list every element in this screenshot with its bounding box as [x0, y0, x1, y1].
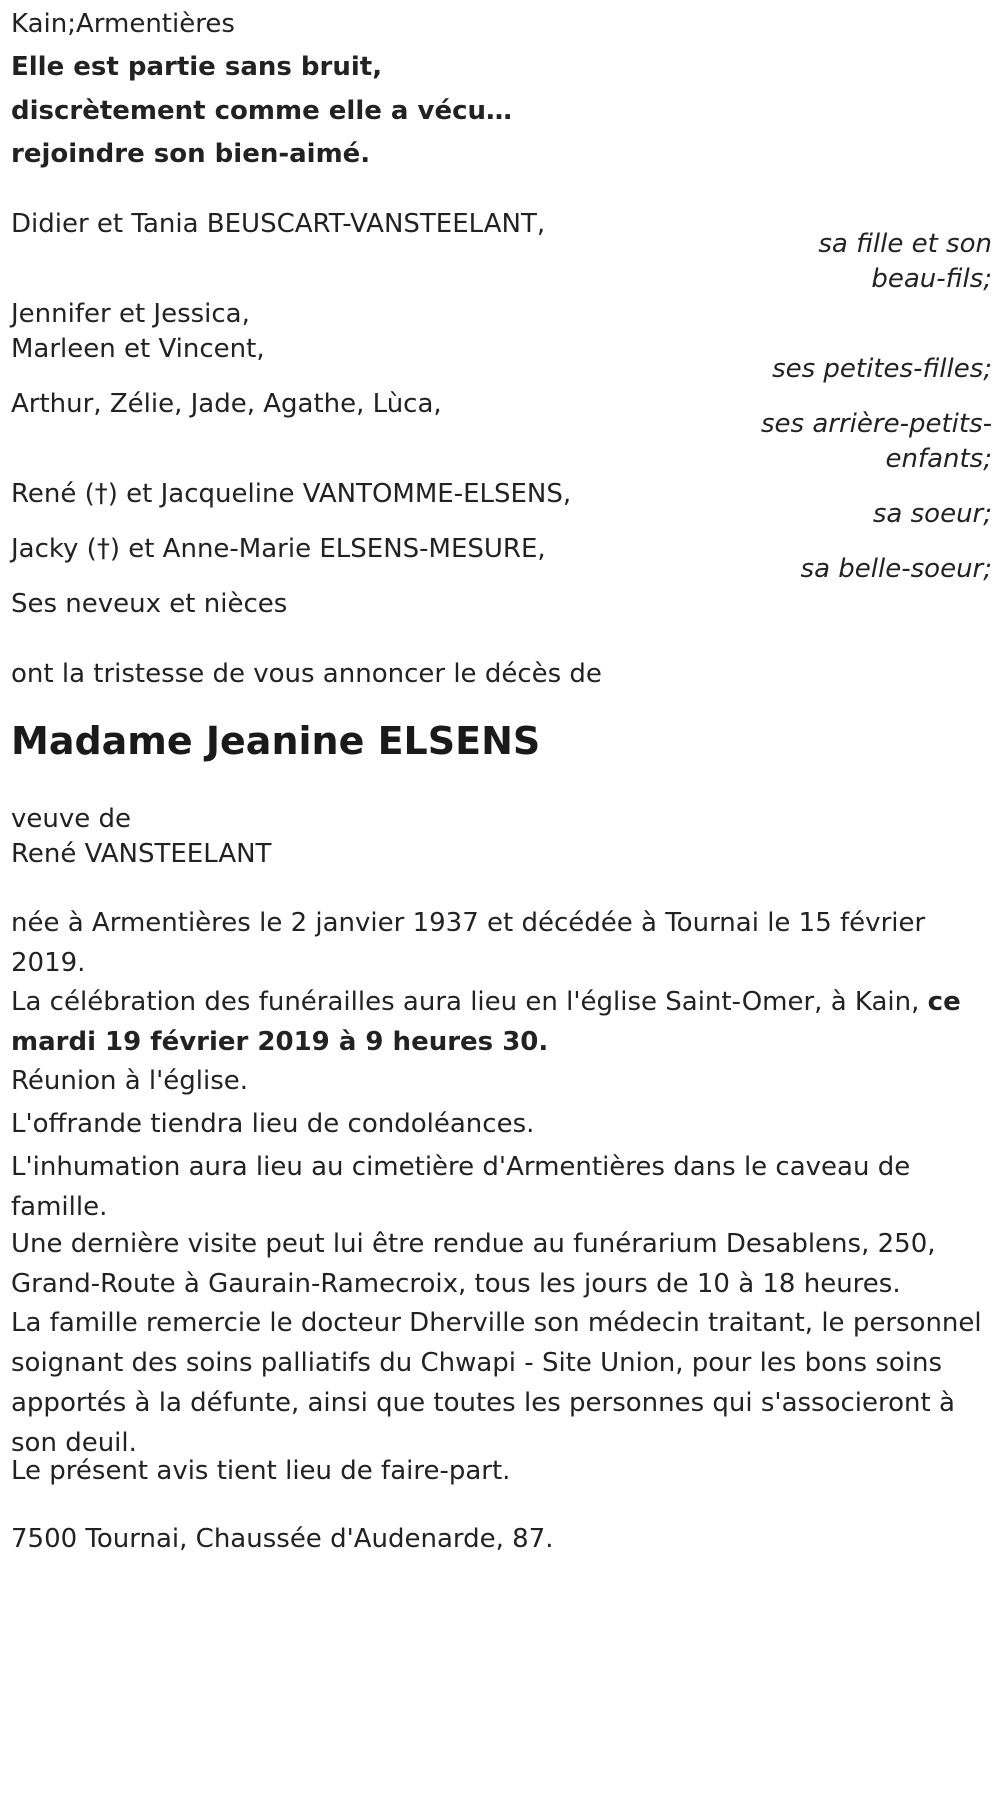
widow-line-2: René VANSTEELANT [11, 839, 272, 869]
ceremony-time: ce mardi 19 février 2019 à 9 heures 30. [11, 987, 961, 1057]
family-granddaughters-2: Marleen et Vincent, [11, 334, 265, 364]
family-granddaughters-1: Jennifer et Jessica, [11, 299, 250, 329]
meeting-paragraph: Réunion à l'église. [11, 1066, 249, 1096]
family-greatgrandchildren-role-1: ses arrière-petits- [761, 409, 992, 439]
family-daughter-role-2: beau-fils; [871, 264, 992, 294]
burial-paragraph: L'inhumation aura lieu au cimetière d'Armentières dans le caveau de famille. [11, 1152, 911, 1222]
family-granddaughters-role: ses petites-filles; [772, 354, 992, 384]
poem-line-3: rejoindre son bien-aimé. [11, 139, 371, 169]
family-sister-in-law-role: sa belle-soeur; [800, 554, 992, 584]
family-nephews: Ses neveux et nièces [11, 589, 288, 619]
family-sister-in-law: Jacky (†) et Anne-Marie ELSENS-MESURE, [11, 534, 546, 564]
widow-line-1: veuve de [11, 804, 132, 834]
family-greatgrandchildren-role-2: enfants; [885, 444, 992, 474]
notice-paragraph: Le présent avis tient lieu de faire-part. [11, 1456, 511, 1486]
ceremony-text: La célébration des funérailles aura lieu en l'église Saint-Omer, à Kain, [11, 987, 928, 1017]
ceremony-paragraph [11, 982, 991, 1062]
location-line: Kain;Armentières [11, 9, 235, 39]
visit-paragraph: Une dernière visite peut lui être rendue au funérarium Desablens, 250, Grand-Route à Gaurain-Ramecroix, tous les jours de 10 à 18 heures. [11, 1229, 936, 1299]
family-greatgrandchildren: Arthur, Zélie, Jade, Agathe, Lùca, [11, 389, 442, 419]
birth-death-paragraph: née à Armentières le 2 janvier 1937 et décédée à Tournai le 15 février 2019. [11, 908, 926, 978]
announcement-line: ont la tristesse de vous annoncer le décès de [11, 659, 602, 689]
family-daughter: Didier et Tania BEUSCART-VANSTEELANT, [11, 209, 546, 239]
offering-paragraph: L'offrande tiendra lieu de condoléances. [11, 1109, 535, 1139]
family-sister-role: sa soeur; [872, 499, 992, 529]
poem-line-1: Elle est partie sans bruit, [11, 52, 383, 82]
address-line: 7500 Tournai, Chaussée d'Audenarde, 87. [11, 1524, 554, 1554]
poem-line-2: discrètement comme elle a vécu… [11, 96, 513, 126]
family-sister: René (†) et Jacqueline VANTOMME-ELSENS, [11, 479, 572, 509]
family-daughter-role-1: sa fille et son [818, 229, 992, 259]
deceased-name: Madame Jeanine ELSENS [11, 719, 541, 763]
thanks-paragraph: La famille remercie le docteur Dherville son médecin traitant, le personnel soignant des soins palliatifs du Chwapi - Site Union, pour les bons soins apportés à la défunte, ainsi que toutes les personnes qui s'associeront à son deuil. [11, 1308, 982, 1458]
